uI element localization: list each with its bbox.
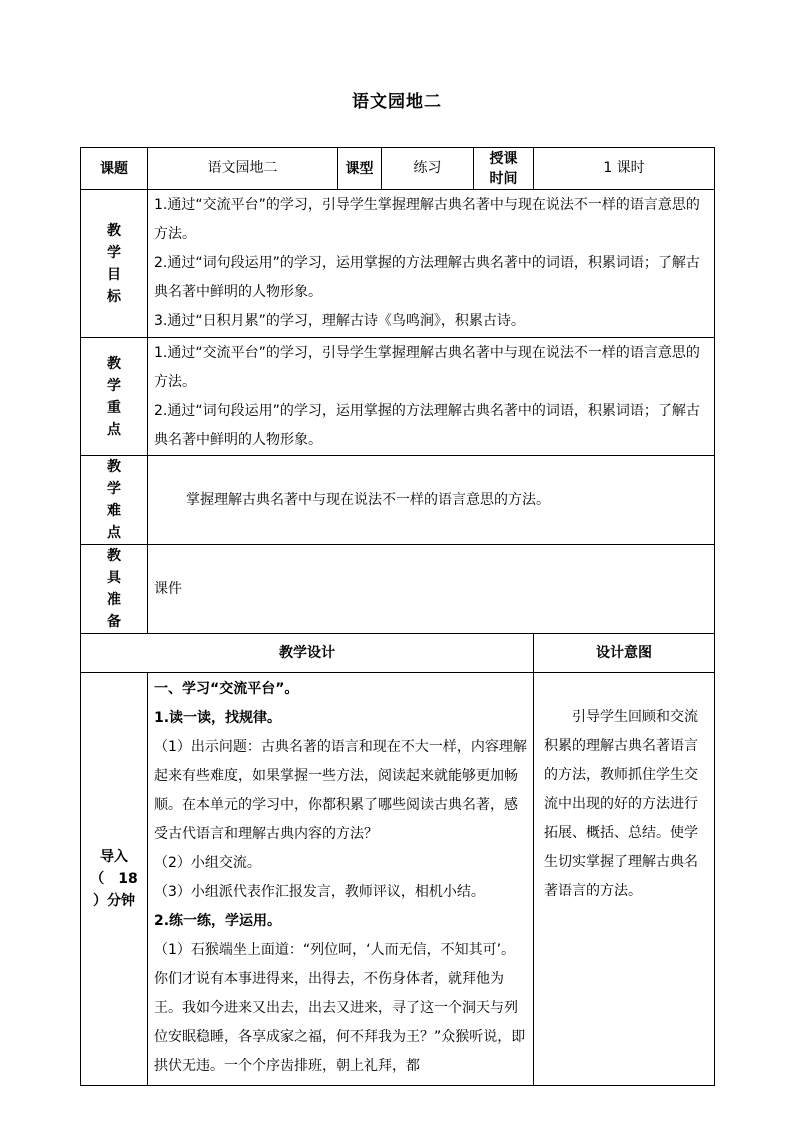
key-point-item: 1.通过“交流平台”的学习，引导学生掌握理解古典名著中与现在说法不一样的语言意思的方法。	[154, 344, 700, 390]
intent-content	[534, 673, 715, 1086]
key-points-content	[148, 338, 715, 456]
difficulties-row	[81, 456, 715, 545]
objectives-label: 教学目标	[81, 190, 148, 338]
objective-item: 2.通过“词句段运用”的学习，运用掌握的方法理解古典名著中的词语，积累词语；了解古典名著中鲜明的人物形象。	[154, 255, 700, 300]
page-title: 语文园地二	[352, 92, 442, 112]
sub-heading: 2.练一练，学运用。	[154, 913, 282, 929]
difficulties-text: 掌握理解古典名著中与现在说法不一样的语言意思的方法。	[148, 456, 715, 545]
key-points-row	[81, 338, 715, 456]
design-content	[148, 673, 534, 1086]
section-duration-label	[81, 673, 148, 1086]
design-content-clip	[154, 675, 527, 1082]
design-header-row	[81, 634, 715, 673]
difficulties-label: 教学难点	[81, 456, 148, 545]
hours-value: 1 课时	[534, 148, 715, 190]
lesson-plan-table	[80, 147, 715, 1086]
intro-section-row	[81, 673, 715, 1086]
section-heading: 一、学习“交流平台”。	[154, 681, 299, 697]
hours-label: 授课时间	[474, 148, 534, 190]
topic-value: 语文园地二	[148, 148, 338, 190]
objectives-content	[148, 190, 715, 338]
design-paragraph: （2）小组交流。	[154, 855, 261, 871]
materials-label: 教具准备	[81, 545, 148, 634]
objectives-row	[81, 190, 715, 338]
topic-label: 课题	[81, 148, 148, 190]
objective-item: 1.通过“交流平台”的学习，引导学生掌握理解古典名著中与现在说法不一样的语言意思的方法。	[154, 197, 700, 242]
header-row	[81, 148, 715, 190]
design-paragraph: （1）石猴端坐上面道：“列位呵，‘人而无信，不知其可’。你们才说有本事进得来，出得去，不伤身体者，就拜他为王。我如今进来又出去，出去又进来，寻了这一个洞天与列位安眠稳睡，各享成家之福，何不拜我为王？”众猴听说，即拱伏无违。一个个序齿排班，朝上礼拜，都	[154, 942, 526, 1074]
section-label-line: 导入	[100, 849, 128, 865]
sub-heading: 1.读一读，找规律。	[154, 710, 282, 726]
section-label-line: （ 18	[90, 871, 138, 887]
design-label: 教学设计	[81, 634, 534, 673]
objective-item: 3.通过“日积月累”的学习，理解古诗《鸟鸣涧》，积累古诗。	[154, 313, 525, 329]
section-label-line: ）分钟	[93, 893, 135, 909]
materials-row	[81, 545, 715, 634]
intent-label: 设计意图	[534, 634, 715, 673]
type-value: 练习	[382, 148, 474, 190]
design-paragraph: （3）小组派代表作汇报发言，教师评议，相机小结。	[154, 884, 485, 900]
intent-text: 引导学生回顾和交流积累的理解古典名著语言的方法，教师抓住学生交流中出现的好的方法进行拓展、概括、总结。使学生切实掌握了理解古典名著语言的方法。	[544, 709, 698, 899]
materials-text: 课件	[148, 545, 715, 634]
key-points-label: 教学重点	[81, 338, 148, 456]
key-point-item: 2.通过“词句段运用”的学习，运用掌握的方法理解古典名著中的词语，积累词语；了解古典名著中鲜明的人物形象。	[154, 402, 700, 448]
type-label: 课型	[338, 148, 382, 190]
design-paragraph: （1）出示问题：古典名著的语言和现在不大一样，内容理解起来有些难度，如果掌握一些方法，阅读起来就能够更加畅顺。在本单元的学习中，你都积累了哪些阅读古典名著，感受古代语言和理解古典内容的方法？	[154, 739, 527, 842]
